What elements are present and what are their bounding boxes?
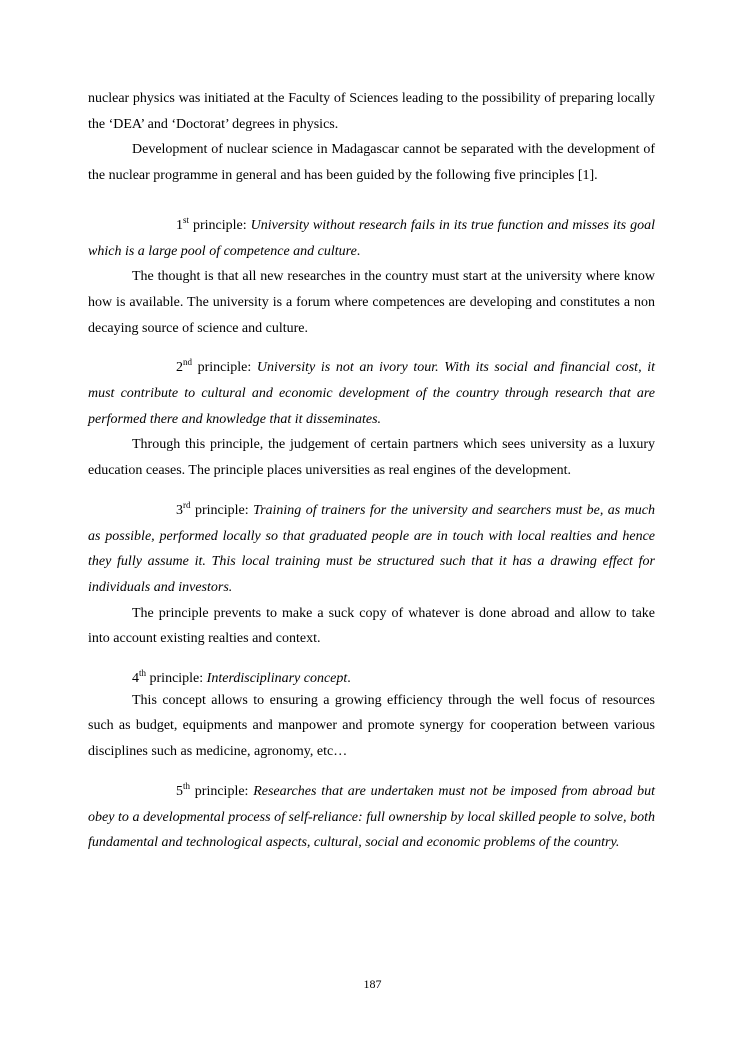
document-body: [88, 86, 655, 856]
principle-number: 4: [132, 671, 139, 687]
principle-text: Researches that are undertaken must not be imposed from abroad but obey to a developmental process of self-reliance: full ownership by local skilled people to solve, both fundamental and technological aspects, cultural, social and economic problems of the country.: [88, 783, 655, 851]
principle-label: principle:: [146, 671, 207, 687]
principle-2-explanation: Through this principle, the judgement of certain partners which sees university as a luxury education ceases. The principle places universities as real engines of the development.: [88, 437, 655, 479]
principle-4-explanation: This concept allows to ensuring a growing efficiency through the well focus of resources such as budget, equipments and manpower and promote synergy for cooperation between various disciplines such as medicine, agronomy, etc…: [88, 692, 655, 760]
ordinal-suffix: st: [183, 214, 190, 225]
principle-5-statement: [88, 779, 655, 856]
principle-text: University is not an ivory tour. With its social and financial cost, it must contribute to cultural and economic development of the country through research that are performed there and knowledge that it disseminates.: [88, 360, 655, 427]
ordinal-suffix: th: [183, 780, 191, 791]
principle-text: Training of trainers for the university and searchers must be, as much as possible, performed locally so that graduated people are in touch with local realties and hence they fully assume it. This local training must be structured such that it has a drawing effect for individuals and investors.: [88, 502, 656, 595]
principle-label: principle:: [192, 360, 257, 376]
ordinal-suffix: nd: [183, 357, 192, 368]
principle-1-explanation: The thought is that all new researches in the country must start at the university where know how is available. The university is a forum where competences are developing and constitutes a non decaying source of science and culture.: [88, 269, 655, 336]
principle-1-statement: 1st principle: University without research fails in its true function and misses its goal which is a large pool of competence and culture.: [88, 214, 655, 259]
principle-text: University without research fails in its true function and misses its goal which is a large pool of competence and culture: [88, 217, 655, 259]
principle-2-statement: [88, 355, 655, 432]
principle-number: 5: [176, 783, 183, 799]
ordinal-suffix: rd: [183, 499, 191, 510]
intro-paragraph-1: nuclear physics was initiated at the Faculty of Sciences leading to the possibility of preparing locally the ‘DEA’ and ‘Doctorat’ degrees in physics.: [88, 91, 655, 132]
principle-label: principle:: [190, 502, 254, 518]
ordinal-suffix: th: [139, 668, 147, 679]
page-number: 187: [363, 977, 382, 991]
principle-text: Interdisciplinary concept: [206, 671, 348, 687]
principle-4-statement: 4th principle: Interdisciplinary concept.: [132, 668, 351, 687]
principle-label: principle:: [190, 783, 254, 799]
principle-3-statement: [88, 498, 655, 601]
principle-number: 3: [176, 502, 183, 518]
principle-3-explanation: The principle prevents to make a suck copy of whatever is done abroad and allow to take into account existing realties and context.: [88, 605, 655, 647]
intro-paragraph-2: Development of nuclear science in Madagascar cannot be separated with the development of the nuclear programme in general and has been guided by the following five principles [1].: [88, 142, 655, 184]
principle-number: 2: [176, 360, 183, 376]
principle-label: principle:: [189, 217, 251, 233]
principle-number: 1: [176, 217, 183, 233]
